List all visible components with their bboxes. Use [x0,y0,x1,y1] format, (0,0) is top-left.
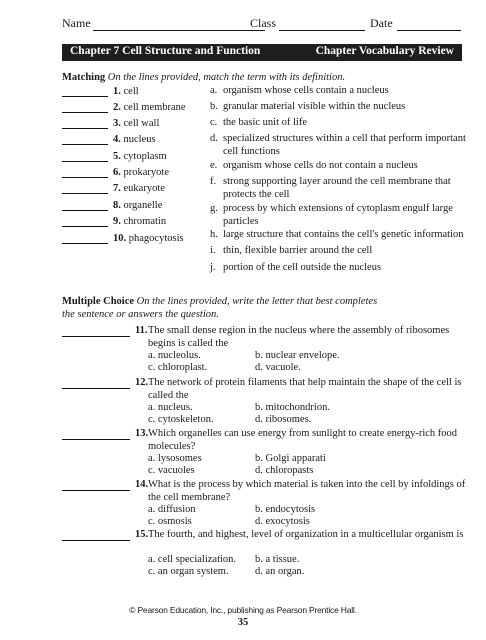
definition-text: process by which extensions of cytoplasm engulf large particles [223,203,453,227]
answer-blank[interactable] [62,199,108,211]
question-number: 15. [135,529,149,540]
question-text: Which organelles can use energy from sunlight to create energy-rich food molecules? [148,428,458,452]
option-b: b. a tissue. [255,554,300,565]
option-d: d. chloropasts [255,465,314,476]
option-c: c. an organ system. [148,566,229,577]
option-c: c. chloroplast. [148,362,208,373]
term-row[interactable] [62,101,186,115]
answer-blank[interactable] [62,215,108,227]
definition-text: granular material visible within the nucleus [223,101,406,112]
definition-item [210,133,472,158]
term-row[interactable] [62,166,169,180]
date-blank[interactable] [397,19,461,31]
mc-heading-line [62,296,377,307]
option-b: b. endocytosis [255,504,316,515]
term-number: 10. [113,233,127,244]
definition-text: specialized structures within a cell that perform important cell functions [223,133,466,157]
option-a: a. cell specialization. [148,554,237,565]
definition-item [210,203,472,228]
option-b: b. mitochondrion. [255,402,330,413]
question-number: 14. [135,479,149,490]
definition-item [210,117,472,130]
question-text: The network of protein filaments that help maintain the shape of the cell is called the [148,377,462,401]
class-blank[interactable] [279,19,365,31]
term-text: organelle [123,200,163,211]
definition-letter: h. [210,229,218,240]
answer-blank[interactable] [62,133,108,145]
term-number: 8. [113,200,121,211]
name-label: Name [62,16,91,30]
matching-instructions: On the lines provided, match the term with its definition. [107,72,346,83]
term-number: 6. [113,167,121,178]
class-field[interactable] [250,16,365,31]
definition-letter: j. [210,262,216,273]
definition-letter: a. [210,85,218,96]
option-c: c. cytoskeleton. [148,414,214,425]
term-row[interactable] [62,150,167,164]
definition-letter: b. [210,101,218,112]
question-number: 13. [135,428,149,439]
term-number: 9. [113,216,121,227]
term-number: 1. [113,86,121,97]
definition-text: thin, flexible barrier around the cell [223,245,373,256]
answer-blank[interactable] [62,377,130,389]
term-row[interactable] [62,117,159,131]
term-text: cytoplasm [123,151,167,162]
date-label: Date [370,16,393,30]
definition-letter: d. [210,133,218,144]
answer-blank[interactable] [62,166,108,178]
term-text: nucleus [123,134,156,145]
answer-blank[interactable] [62,479,130,491]
date-field[interactable] [370,16,461,31]
option-d: d. vacuole. [255,362,301,373]
term-number: 5. [113,151,121,162]
definition-letter: g. [210,203,218,214]
mc-heading: Multiple Choice [62,296,135,307]
answer-blank[interactable] [62,182,108,194]
question-number: 11. [135,325,148,336]
answer-blank[interactable] [62,529,130,541]
chapter-title: Chapter 7 Cell Structure and Function [70,45,261,57]
option-c: c. osmosis [148,516,192,527]
mc-instructions-2: the sentence or answers the question. [62,309,219,320]
answer-blank[interactable] [62,428,130,440]
definition-item [210,262,472,275]
term-row[interactable] [62,215,166,229]
page-number: 35 [237,617,249,628]
definition-item [210,101,472,114]
mc-instructions-line2 [62,309,219,320]
term-number: 7. [113,183,121,194]
option-a: a. nucleolus. [148,350,201,361]
answer-blank[interactable] [62,150,108,162]
term-row[interactable] [62,232,184,246]
definition-text: large structure that contains the cell's genetic information [223,229,464,240]
definition-item [210,85,472,98]
definition-text: organism whose cells do not contain a nucleus [223,160,418,171]
answer-blank[interactable] [62,101,108,113]
definition-item [210,160,472,173]
answer-blank[interactable] [62,117,108,129]
definition-item [210,245,472,258]
definition-item [210,176,472,201]
answer-blank[interactable] [62,85,108,97]
term-text: prokaryote [123,167,169,178]
term-number: 4. [113,134,121,145]
question-text: The fourth, and highest, level of organization in a multicellular organism is [148,529,464,540]
definition-text: organism whose cells contain a nucleus [223,85,389,96]
term-row[interactable] [62,182,165,196]
question-text: The small dense region in the nucleus where the assembly of ribosomes begins is called the [148,325,450,349]
term-row[interactable] [62,133,156,147]
mc-instructions-1: On the lines provided, write the letter that best completes [136,296,378,307]
term-number: 2. [113,102,121,113]
definition-letter: f. [210,176,217,187]
answer-blank[interactable] [62,325,130,337]
option-a: a. diffusion [148,504,196,515]
definition-text: strong supporting layer around the cell membrane that protects the cell [223,176,451,200]
answer-blank[interactable] [62,232,108,244]
definition-text: portion of the cell outside the nucleus [223,262,382,273]
term-text: cell [123,86,139,97]
class-label: Class [250,16,277,30]
option-c: c. vacuoles [148,465,195,476]
definition-text: the basic unit of life [223,117,307,128]
option-a: a. nucleus. [148,402,193,413]
option-d: d. an organ. [255,566,305,577]
option-b: b. Golgi apparati [255,453,326,464]
definition-item [210,229,472,242]
option-a: a. lysosomes [148,453,202,464]
term-row[interactable] [62,85,139,99]
review-title: Chapter Vocabulary Review [315,45,454,57]
term-number: 3. [113,118,121,129]
option-d: d. exocytosis [255,516,310,527]
question-item [62,325,472,385]
term-text: cell membrane [123,102,186,113]
term-text: phagocytosis [128,233,184,244]
matching-heading-line [62,72,345,83]
term-text: cell wall [123,118,160,129]
name-field[interactable] [62,16,265,31]
question-item [62,529,472,589]
name-blank[interactable] [93,19,265,31]
definition-letter: i. [210,245,216,256]
definition-letter: e. [210,160,218,171]
matching-heading: Matching [62,72,106,83]
option-d: d. ribosomes. [255,414,312,425]
definition-letter: c. [210,117,218,128]
term-text: chromatin [123,216,167,227]
option-b: b. nuclear envelope. [255,350,340,361]
chapter-title-bar [62,44,462,61]
question-number: 12. [135,377,149,388]
question-text: What is the process by which material is taken into the cell by infoldings of the cell membrane? [148,479,466,503]
term-text: eukaryote [123,183,165,194]
copyright-notice: © Pearson Education, Inc., publishing as Pearson Prentice Hall. [129,605,357,615]
term-row[interactable] [62,199,162,213]
